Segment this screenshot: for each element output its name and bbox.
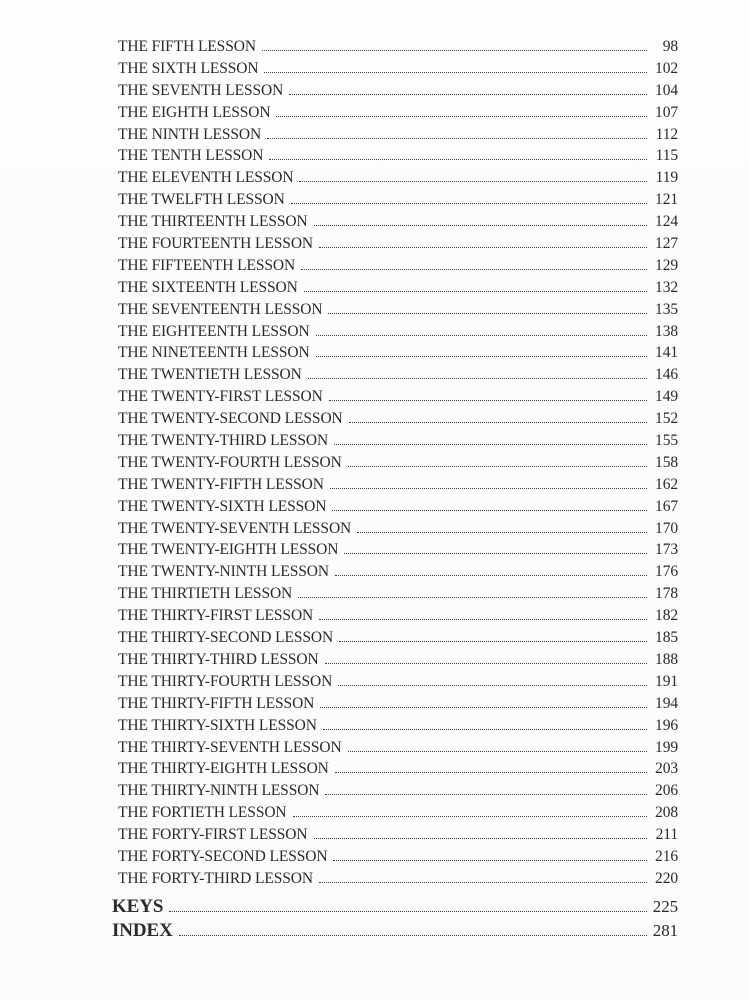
toc-entry[interactable] bbox=[118, 563, 678, 585]
dot-leader bbox=[335, 763, 647, 773]
dot-leader bbox=[333, 851, 647, 861]
toc-entry[interactable] bbox=[118, 826, 678, 848]
toc-entry[interactable] bbox=[118, 191, 678, 213]
dot-leader bbox=[328, 304, 647, 314]
toc-entry-page: 191 bbox=[655, 672, 678, 690]
toc-entry[interactable] bbox=[118, 804, 678, 826]
toc-entry[interactable] bbox=[118, 257, 678, 279]
toc-entry-title: THE SIXTEENTH LESSON bbox=[118, 278, 298, 296]
toc-entry[interactable] bbox=[118, 782, 678, 804]
toc-entry-title: THE TWENTY-NINTH LESSON bbox=[118, 563, 329, 581]
toc-entry-page: 155 bbox=[655, 432, 678, 450]
toc-entry-page: 115 bbox=[655, 147, 678, 165]
toc-entry-page: 127 bbox=[655, 235, 678, 253]
dot-leader bbox=[335, 566, 647, 576]
toc-entry-title: THE TWENTY-SEVENTH LESSON bbox=[118, 519, 352, 537]
toc-entry[interactable] bbox=[118, 541, 678, 563]
dot-leader bbox=[320, 698, 647, 708]
dot-leader bbox=[344, 544, 647, 554]
dot-leader bbox=[339, 632, 647, 642]
toc-entry-title: THE FORTY-SECOND LESSON bbox=[118, 847, 328, 865]
toc-entry[interactable] bbox=[118, 695, 678, 717]
dot-leader bbox=[289, 85, 647, 95]
dot-leader bbox=[329, 391, 647, 401]
toc-entry-page: 141 bbox=[655, 344, 678, 362]
dot-leader bbox=[262, 41, 647, 51]
toc-entry-page: 208 bbox=[655, 804, 678, 822]
toc-entry[interactable] bbox=[118, 498, 678, 520]
toc-entry-page: 178 bbox=[655, 585, 678, 603]
dot-leader bbox=[323, 720, 647, 730]
toc-entry-title: THE THIRTY-THIRD LESSON bbox=[118, 650, 319, 668]
toc-entry-title: THE EIGHTH LESSON bbox=[118, 103, 271, 121]
dot-leader bbox=[332, 501, 647, 511]
toc-entry-title: THE TWENTY-SIXTH LESSON bbox=[118, 497, 327, 515]
dot-leader bbox=[314, 829, 648, 839]
toc-entry-page: 121 bbox=[655, 191, 678, 209]
dot-leader bbox=[349, 413, 647, 423]
toc-section-index[interactable] bbox=[112, 920, 678, 944]
dot-leader bbox=[316, 347, 647, 357]
toc-entry-page: 220 bbox=[655, 869, 678, 887]
dot-leader bbox=[267, 129, 647, 139]
dot-leader bbox=[276, 107, 647, 117]
toc-entry-page: 176 bbox=[655, 563, 678, 581]
toc-entry-page: 194 bbox=[655, 694, 678, 712]
toc-entry[interactable] bbox=[118, 104, 678, 126]
toc-entry-title: THE FOURTEENTH LESSON bbox=[118, 235, 314, 253]
toc-entry[interactable] bbox=[118, 739, 678, 761]
toc-section-title: INDEX bbox=[112, 919, 173, 941]
toc-entry-page: 112 bbox=[655, 125, 678, 143]
toc-entry-page: 173 bbox=[655, 541, 678, 559]
toc-entry-page: 206 bbox=[655, 782, 678, 800]
toc-entry[interactable] bbox=[118, 301, 678, 323]
dot-leader bbox=[269, 150, 647, 160]
toc-entry-page: 211 bbox=[655, 826, 678, 844]
toc-entry-page: 158 bbox=[655, 453, 678, 471]
toc-entry-title: THE THIRTY-SECOND LESSON bbox=[118, 629, 334, 647]
toc-entry-title: THE THIRTY-FIFTH LESSON bbox=[118, 694, 315, 712]
toc-entry-title: THE ELEVENTH LESSON bbox=[118, 169, 294, 187]
toc-entry-title: THE THIRTY-FIRST LESSON bbox=[118, 607, 314, 625]
toc-entry-page: 170 bbox=[655, 519, 678, 537]
table-of-contents bbox=[112, 38, 678, 944]
toc-entry-title: THE THIRTY-SEVENTH LESSON bbox=[118, 738, 342, 756]
dot-leader bbox=[330, 479, 647, 489]
toc-entry[interactable] bbox=[118, 673, 678, 695]
toc-entry[interactable] bbox=[118, 344, 678, 366]
toc-section-page: 281 bbox=[652, 920, 678, 940]
toc-entry-page: 129 bbox=[655, 256, 678, 274]
toc-entry-title: THE NINETEENTH LESSON bbox=[118, 344, 310, 362]
dot-leader bbox=[338, 676, 647, 686]
toc-entry-title: THE THIRTY-FOURTH LESSON bbox=[118, 672, 333, 690]
toc-entry[interactable] bbox=[118, 607, 678, 629]
toc-entry-page: 98 bbox=[662, 38, 678, 55]
dot-leader bbox=[348, 457, 647, 467]
toc-entry-title: THE FIFTEENTH LESSON bbox=[118, 256, 296, 274]
toc-section-title: KEYS bbox=[112, 895, 164, 917]
toc-entry-title: THE NINTH LESSON bbox=[118, 125, 262, 143]
toc-entry[interactable] bbox=[118, 323, 678, 345]
dot-leader bbox=[179, 926, 647, 936]
toc-entry-title: THE FORTY-THIRD LESSON bbox=[118, 869, 313, 887]
toc-entry[interactable] bbox=[118, 147, 678, 169]
toc-entry-title: THE THIRTIETH LESSON bbox=[118, 585, 293, 603]
dot-leader bbox=[304, 282, 647, 292]
toc-entry-title: THE FORTY-FIRST LESSON bbox=[118, 826, 308, 844]
toc-section-keys[interactable] bbox=[112, 896, 678, 920]
toc-entry-page: 167 bbox=[655, 497, 678, 515]
dot-leader bbox=[319, 873, 647, 883]
toc-entry-title: THE TWENTY-FIRST LESSON bbox=[118, 388, 323, 406]
toc-entry-title: THE TWENTIETH LESSON bbox=[118, 366, 302, 384]
toc-entry-title: THE THIRTEENTH LESSON bbox=[118, 213, 308, 231]
dot-leader bbox=[334, 435, 647, 445]
dot-leader bbox=[348, 742, 647, 752]
toc-entry-page: 102 bbox=[655, 59, 678, 77]
toc-entry-title: THE TWENTY-EIGHTH LESSON bbox=[118, 541, 339, 559]
toc-entry-title: THE TWELFTH LESSON bbox=[118, 191, 285, 209]
toc-entry-title: THE THIRTY-SIXTH LESSON bbox=[118, 716, 317, 734]
toc-entry[interactable] bbox=[118, 213, 678, 235]
toc-entry-title: THE THIRTY-EIGHTH LESSON bbox=[118, 760, 329, 778]
toc-entry[interactable] bbox=[118, 366, 678, 388]
toc-entry-page: 149 bbox=[655, 388, 678, 406]
toc-entry-page: 199 bbox=[655, 738, 678, 756]
toc-entry-title: THE TENTH LESSON bbox=[118, 147, 264, 165]
toc-entry-title: THE TWENTY-FIFTH LESSON bbox=[118, 475, 324, 493]
toc-entry-page: 162 bbox=[655, 475, 678, 493]
toc-entry[interactable] bbox=[118, 717, 678, 739]
dot-leader bbox=[325, 654, 647, 664]
toc-entry-page: 138 bbox=[655, 322, 678, 340]
toc-entry[interactable] bbox=[118, 169, 678, 191]
toc-entry[interactable] bbox=[118, 60, 678, 82]
toc-entry-page: 216 bbox=[655, 847, 678, 865]
toc-entry-page: 124 bbox=[655, 213, 678, 231]
toc-entry-title: THE FIFTH LESSON bbox=[118, 38, 256, 55]
toc-entry[interactable] bbox=[118, 454, 678, 476]
toc-entry-page: 119 bbox=[655, 169, 678, 187]
toc-entry[interactable] bbox=[118, 38, 678, 60]
toc-entry-title: THE EIGHTEENTH LESSON bbox=[118, 322, 310, 340]
toc-section-page: 225 bbox=[652, 896, 678, 916]
toc-entry-title: THE TWENTY-SECOND LESSON bbox=[118, 410, 343, 428]
toc-entry-title: THE SEVENTH LESSON bbox=[118, 81, 284, 99]
toc-entry-page: 182 bbox=[655, 607, 678, 625]
dot-leader bbox=[319, 610, 647, 620]
toc-entry[interactable] bbox=[118, 629, 678, 651]
toc-entry[interactable] bbox=[118, 848, 678, 870]
dot-leader bbox=[325, 785, 647, 795]
toc-entry-title: THE TWENTY-FOURTH LESSON bbox=[118, 453, 342, 471]
toc-entry-page: 203 bbox=[655, 760, 678, 778]
toc-entry-title: THE THIRTY-NINTH LESSON bbox=[118, 782, 320, 800]
toc-entry[interactable] bbox=[118, 520, 678, 542]
toc-entry-page: 107 bbox=[655, 103, 678, 121]
toc-entry[interactable] bbox=[118, 476, 678, 498]
toc-entry-title: THE SIXTH LESSON bbox=[118, 59, 259, 77]
toc-entry-page: 104 bbox=[655, 81, 678, 99]
toc-entry-page: 146 bbox=[655, 366, 678, 384]
toc-entry[interactable] bbox=[118, 651, 678, 673]
toc-entry[interactable] bbox=[118, 870, 678, 892]
dot-leader bbox=[301, 260, 647, 270]
dot-leader bbox=[299, 172, 647, 182]
toc-entry[interactable] bbox=[118, 235, 678, 257]
dot-leader bbox=[293, 807, 647, 817]
dot-leader bbox=[264, 63, 647, 73]
toc-entry-title: THE TWENTY-THIRD LESSON bbox=[118, 432, 329, 450]
dot-leader bbox=[291, 194, 647, 204]
dot-leader bbox=[298, 588, 647, 598]
toc-entry-page: 196 bbox=[655, 716, 678, 734]
toc-entry-page: 152 bbox=[655, 410, 678, 428]
dot-leader bbox=[314, 216, 647, 226]
toc-entry[interactable] bbox=[118, 279, 678, 301]
toc-entry[interactable] bbox=[118, 432, 678, 454]
toc-entry[interactable] bbox=[118, 388, 678, 410]
toc-entry-page: 185 bbox=[655, 629, 678, 647]
toc-entry-title: THE SEVENTEENTH LESSON bbox=[118, 300, 323, 318]
toc-entry[interactable] bbox=[118, 585, 678, 607]
dot-leader bbox=[319, 238, 647, 248]
dot-leader bbox=[316, 326, 647, 336]
toc-entry-page: 135 bbox=[655, 300, 678, 318]
dot-leader bbox=[357, 523, 647, 533]
dot-leader bbox=[308, 369, 647, 379]
toc-entry-title: THE FORTIETH LESSON bbox=[118, 804, 287, 822]
dot-leader bbox=[169, 902, 647, 912]
toc-entry-page: 132 bbox=[655, 278, 678, 296]
toc-entry[interactable] bbox=[118, 82, 678, 104]
toc-entry[interactable] bbox=[118, 760, 678, 782]
toc-entry[interactable] bbox=[118, 410, 678, 432]
toc-entry-page: 188 bbox=[655, 650, 678, 668]
toc-entry[interactable] bbox=[118, 126, 678, 148]
